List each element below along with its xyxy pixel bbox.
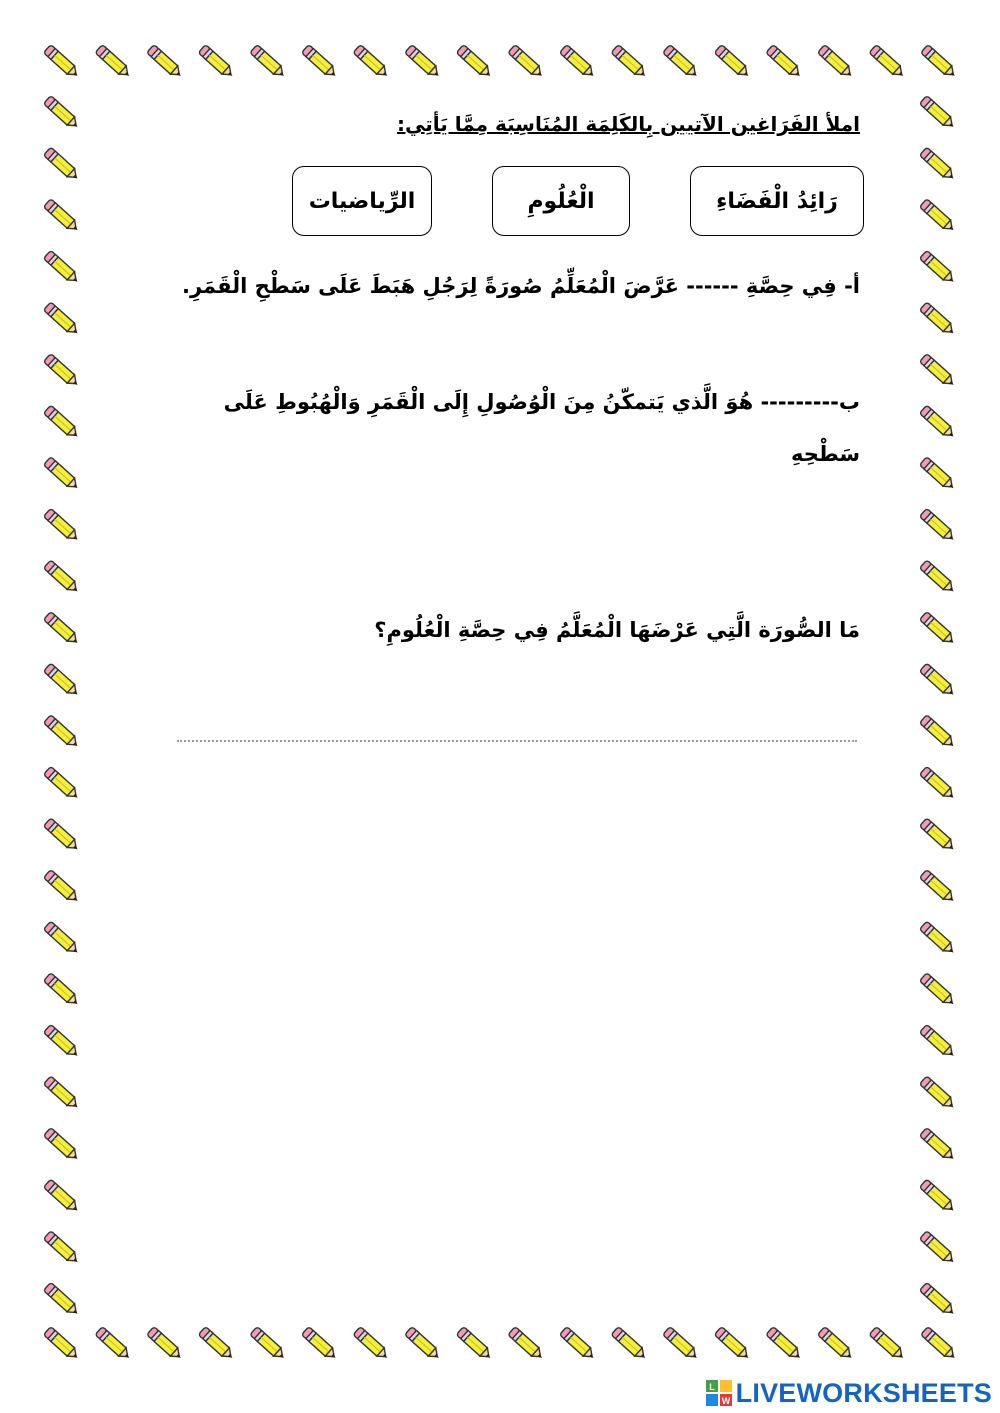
liveworksheets-logo-icon bbox=[706, 1380, 732, 1406]
logo-letter-w: W bbox=[721, 1396, 730, 1406]
word-bank-math[interactable]: الرِّياضيات bbox=[292, 166, 432, 236]
word-bank-astronaut[interactable]: رَائِدُ الْفَضَاءِ bbox=[690, 166, 864, 236]
word-bank-science[interactable]: الْعُلُومِ bbox=[492, 166, 630, 236]
instruction-heading: املأ الفَرَاغين الآتيين بِالكَلِمَة المُنَاسِبَة مِمَّا يَأتِي: bbox=[397, 112, 860, 136]
liveworksheets-logo-text: LIVEWORKSHEETS bbox=[735, 1377, 992, 1408]
logo-letter-l: L bbox=[708, 1382, 715, 1392]
liveworksheets-logo bbox=[706, 1379, 992, 1407]
answer-line[interactable] bbox=[177, 740, 857, 742]
question-c: مَا الصُّورَة الَّتِي عَرْضَهَا الْمُعَلَّمُ فِي حِصَّةِ الْعُلُومِ؟ bbox=[374, 618, 860, 642]
question-a: أ- فِي حِصَّةِ ------ عَرَّضَ الْمُعَلِّمُ صُورَةً لِرَجُلِ هَبَطَ عَلَى سَطْحِ الْقَمَرِ. bbox=[181, 274, 860, 298]
question-b: ب--------- هُوَ الَّذي يَتمكّنُ مِنَ الْوُصُولِ إِلَى الْقَمَرِ وَالْهُبُوطِ عَلَى سَطْحِهِ bbox=[223, 390, 860, 466]
